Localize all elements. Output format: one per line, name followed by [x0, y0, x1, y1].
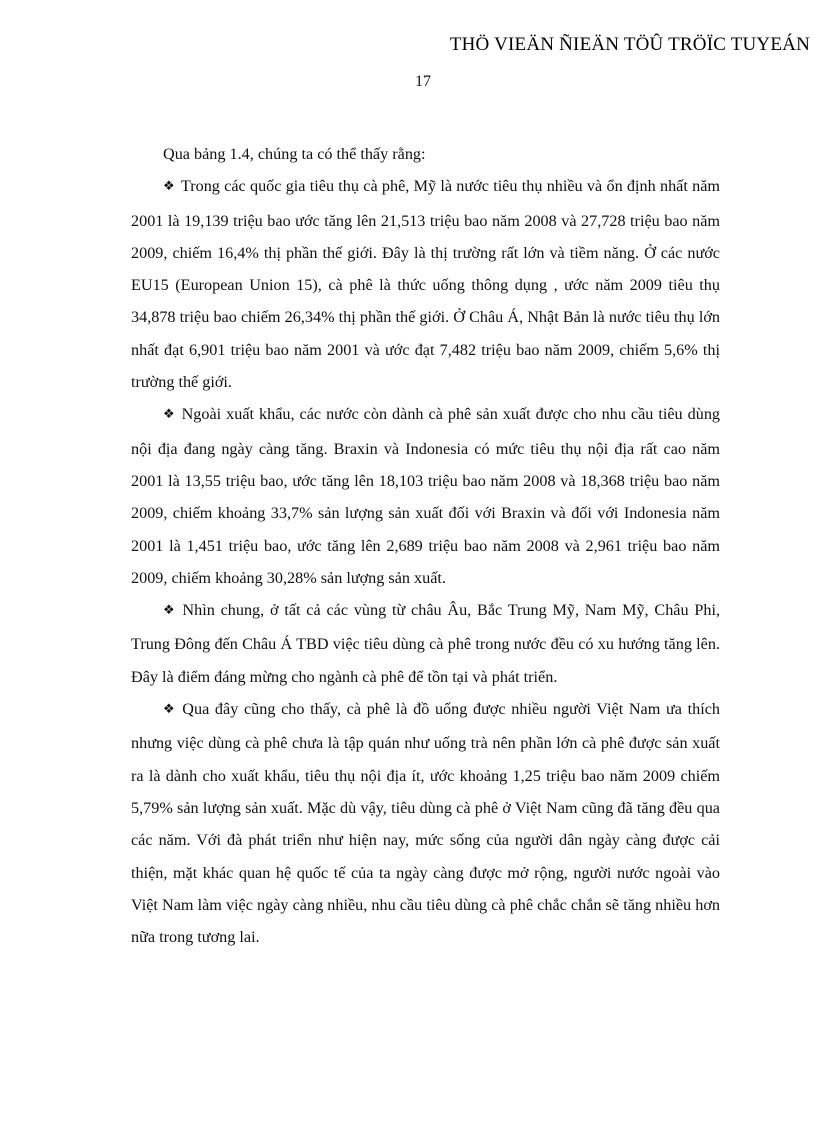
bullet-paragraph-4 [131, 693, 720, 953]
diamond-bullet-icon: ❖ [163, 407, 176, 423]
document-body [131, 138, 720, 953]
diamond-bullet-icon: ❖ [163, 179, 175, 195]
bullet-paragraph-1 [131, 170, 720, 398]
paragraph-text: Nhìn chung, ở tất cả các vùng từ châu Âu, Bắc Trung Mỹ, Nam Mỹ, Châu Phi, Trung Đông đến Châu Á TBD việc tiêu dùng cà phê trong nước đều có xu hướng tăng lên. Đây là điểm đáng mừng cho ngành cà phê để tồn tại và phát triển. [131, 601, 720, 686]
diamond-bullet-icon: ❖ [163, 702, 177, 718]
page-number: 17 [415, 73, 431, 90]
paragraph-text: Ngoài xuất khẩu, các nước còn dành cà phê sản xuất được cho nhu cầu tiêu dùng nội địa đang ngày càng tăng. Braxin và Indonesia có mức tiêu thụ nội địa rất cao năm 2001 là 13,55 triệu bao, ước tăng lên 18,103 triệu bao năm 2008 và 18,368 triệu bao năm 2009, chiếm khoảng 33,7% sản lượng sản xuất đối với Braxin và đối với Indonesia năm 2001 là 1,451 triệu bao, ước tăng lên 2,689 triệu bao năm 2008 và 2,961 triệu bao năm 2009, chiếm khoảng 30,28% sản lượng sản xuất. [131, 405, 721, 587]
paragraph-text: Qua đây cũng cho thấy, cà phê là đồ uống được nhiều người Việt Nam ưa thích nhưng việc dùng cà phê chưa là tập quán như uống trà nên phần lớn cà phê được sản xuất ra là dành cho xuất khẩu, tiêu thụ nội địa ít, ước khoảng 1,25 triệu bao năm 2009 chiếm 5,79% sản lượng sản xuất. Mặc dù vậy, tiêu dùng cà phê ở Việt Nam cũng đã tăng đều qua các năm. Với đà phát triển như hiện nay, mức sống của người dân ngày càng được cải thiện, mặt khác quan hệ quốc tế của ta ngày càng được mở rộng, người nước ngoài vào Việt Nam làm việc ngày càng nhiều, nhu cầu tiêu dùng cà phê chắc chắn sẽ tăng nhiều hơn nữa trong tương lai. [131, 700, 720, 947]
bullet-paragraph-2 [131, 398, 720, 594]
intro-sentence: Qua bảng 1.4, chúng ta có thể thấy rằng: [163, 145, 426, 163]
paragraph-text: Trong các quốc gia tiêu thụ cà phê, Mỹ là nước tiêu thụ nhiều và ổn định nhất năm 2001 là 19,139 triệu bao ước tăng lên 21,513 triệu bao năm 2008 và 27,728 triệu bao năm 2009, chiếm 16,4% thị phần thế giới. Đây là thị trường rất lớn và tiềm năng. Ở các nước EU15 (European Union 15), cà phê là thức uống thông dụng , ước năm 2009 tiêu thụ 34,878 triệu bao chiếm 26,34% thị phần thế giới. Ở Châu Á, Nhật Bản là nước tiêu thụ lớn nhất đạt 6,901 triệu bao năm 2001 và ước đạt 7,482 triệu bao năm 2009, chiếm 5,6% thị trường thế giới. [131, 177, 720, 392]
diamond-bullet-icon: ❖ [163, 603, 177, 619]
bullet-paragraph-3 [131, 594, 720, 693]
library-header: THÖ VIEÄN ÑIEÄN TÖÛ TRÖÏC TUYEÁN [449, 34, 810, 55]
